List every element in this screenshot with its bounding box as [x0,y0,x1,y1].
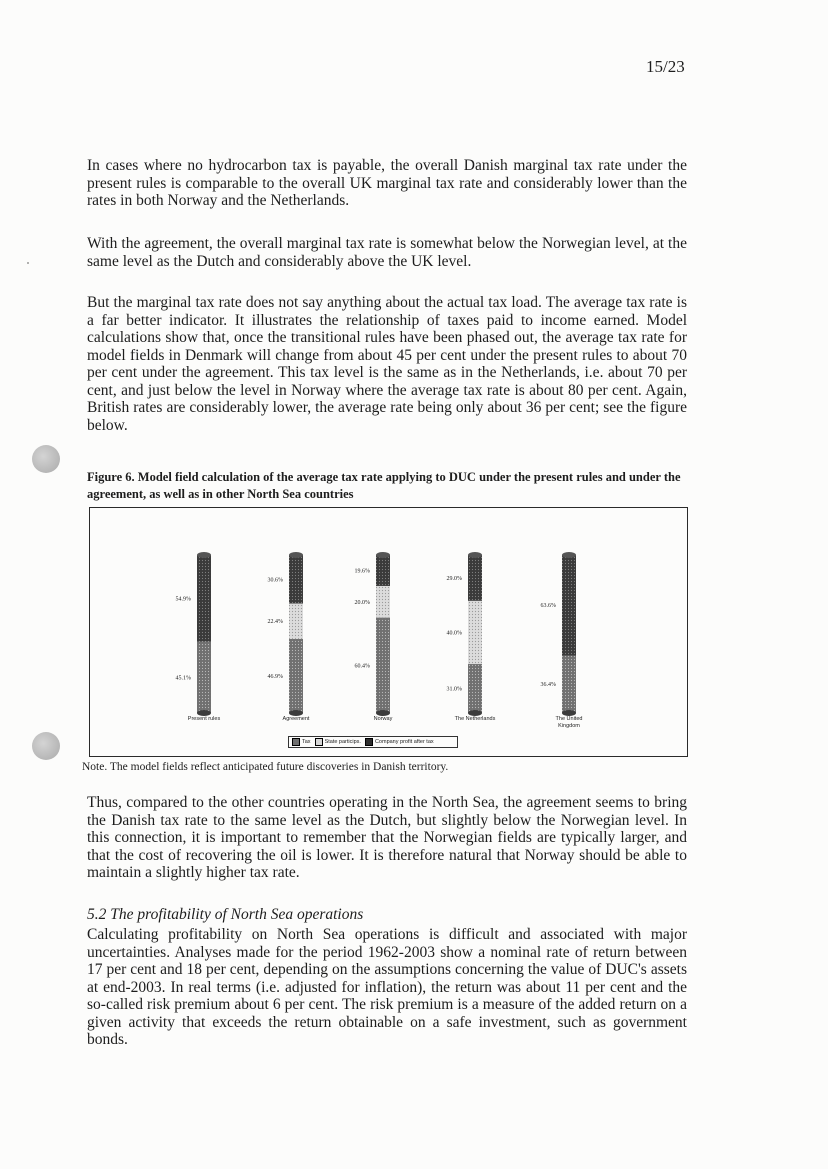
paragraph-no-hydrocarbon-tax: In cases where no hydrocarbon tax is payable, the overall Danish marginal tax rate under the present rules is comparable to the overall UK marginal tax rate and considerably lower than the rates in both Norway and the Netherlands. [87,157,687,209]
category-label-5-line2: Kingdom [558,723,580,729]
chart-legend [288,736,458,748]
page-number: 15/23 [646,57,685,76]
bar-state-4 [468,601,482,664]
category-label-4: The Netherlands [454,716,496,722]
legend-item-state [315,738,361,746]
bar-company-5 [562,555,576,655]
category-label-2: Agreement [282,716,310,722]
data-label-tax-2: 46.9% [267,673,283,680]
bar-company-1 [197,555,211,642]
bar-state-2 [289,604,303,639]
bar-tax-2 [289,639,303,713]
bar-tax-3 [376,618,390,713]
paragraph-profitability: Calculating profitability on North Sea operations is difficult and associated with major uncertainties. Analyses made for the period 1962-2003 show a nominal rate of return between 17 per cent and 18 per cent, depending on the assumptions concerning the value of DUC's assets at end-2003. In real terms (i.e. adjusted for inflation), the return was about 11 per cent and the so-called risk premium about 6 per cent. The risk premium is a measure of the added return on a given activity that exceeds the return obtainable on a safe investment, such as government bonds. [87,926,687,1048]
data-label-tax-4: 31.0% [446,686,462,693]
legend-label-tax: Tax [302,739,311,745]
scan-speck [27,262,29,264]
bar-tax-4 [468,664,482,713]
paragraph-average-tax-rate: But the marginal tax rate does not say anything about the actual tax load. The average tax rate is a far better indicator. It illustrates the relationship of taxes paid to income earned. Model calculations show that, once the transitional rules have been phased out, the average tax rate for model fields in Denmark will change from about 45 per cent under the present rules to about 70 per cent under the agreement. This tax level is the same as in the Netherlands, i.e. about 70 per cent, and just below the level in Norway where the average tax rate is about 80 per cent. Again, British rates are considerably lower, the average rate being only about 36 per cent; see the figure below. [87,294,687,434]
legend-swatch-state [315,738,323,746]
legend-item-company [365,738,434,746]
category-label-5: The United [555,716,583,722]
legend-swatch-tax [292,738,300,746]
bar-cap-2 [289,552,303,558]
paragraph-comparison: Thus, compared to the other countries operating in the North Sea, the agreement seems to bring the Danish tax rate to the same level as the Dutch, but slightly below the Norwegian level. In this connection, it is important to remember that the Norwegian fields are typically larger, and that the cost of recovering the oil is lower. It is therefore natural that Norway should be able to maintain a slightly higher tax rate. [87,794,687,881]
legend-swatch-company [365,738,373,746]
legend-item-tax [292,738,311,746]
paragraph-agreement-marginal: With the agreement, the overall marginal tax rate is somewhat below the Norwegian level, at the same level as the Dutch and considerably above the UK level. [87,235,687,270]
data-label-company-3: 19.6% [354,568,370,575]
data-label-tax-5: 36.4% [540,682,556,689]
bar-tax-1 [197,642,211,713]
bar-company-3 [376,555,390,586]
data-label-tax-1: 45.1% [175,675,191,682]
category-label-3: Norway [373,716,393,722]
bar-company-4 [468,555,482,601]
data-label-company-5: 63.6% [540,603,556,610]
bar-state-3 [376,586,390,618]
data-label-company-4: 29.0% [446,575,462,582]
punch-hole-top [32,445,60,473]
category-label-1: Present rules [187,716,221,722]
legend-label-state: State particips. [324,739,361,745]
data-label-state-3: 20.0% [354,599,370,606]
figure-6-chart [89,507,688,757]
data-label-state-4: 40.0% [446,630,462,637]
bar-cap-4 [468,552,482,558]
figure-note: Note. The model fields reflect anticipated future discoveries in Danish territory. [82,761,449,773]
bar-cap-1 [197,552,211,558]
legend-label-company: Company profit after tax [374,739,434,745]
data-label-tax-3: 60.4% [354,663,370,670]
bar-cap-3 [376,552,390,558]
data-label-state-2: 22.4% [267,619,283,626]
data-label-company-1: 54.9% [175,596,191,603]
bar-tax-5 [562,655,576,713]
bar-cap-5 [562,552,576,558]
data-label-company-2: 30.6% [267,577,283,584]
bar-company-2 [289,555,303,603]
section-heading: 5.2 The profitability of North Sea operations [87,906,364,923]
stacked-bar-chart [90,508,689,758]
punch-hole-bottom [32,732,60,760]
figure-caption: Figure 6. Model field calculation of the average tax rate applying to DUC under the present rules and under the agreement, as well as in other North Sea countries [87,470,681,501]
